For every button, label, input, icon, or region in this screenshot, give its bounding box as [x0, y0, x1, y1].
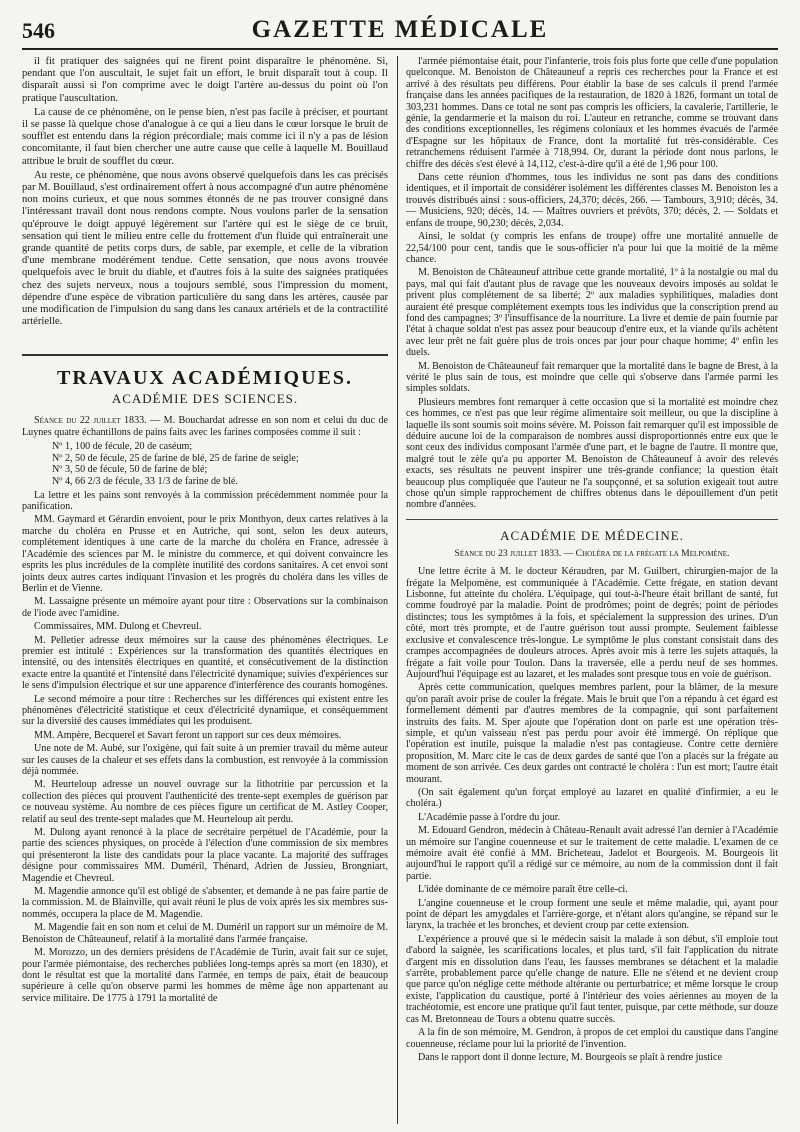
paragraph: A la fin de son mémoire, M. Gendron, à propos de cet emploi du caustique dans l'angine couenneuse, réclame pour lui la priorité de l'invention. [406, 1027, 778, 1050]
paragraph: Commissaires, MM. Dulong et Chevreul. [34, 621, 202, 633]
paragraph: Plusieurs membres font remarquer à cette occasion que si la mortalité est moindre chez ces hommes, ce n'est pas que leur régime alimentaire soit meilleur, ou que la discipline à laquelle ils sont soumis soit moins sévère. M. Poisson fait remarquer qu'il est impossible de déduire aucune loi de la comparaison de nombres aussi disproportionnés entre eux que le sont ceux des individus composant l'armée d'une part, et le bagne de l'autre. Il montre que, malgré tout le zèle qu'a pu apporter M. Benoiston de Châteauneuf à avoir des relevés exacts, ses résultats ne peuvent inspirer une très-grande confiance; la question était beaucoup plus compliquée que l'auteur ne l'a soupçonné, et sa solution exigeait tout autre chose qu'un simple rapprochement de chiffres obtenus dans le dépouillement d'un petit nombre d'années. [406, 396, 778, 511]
session-heading: Séance du 23 juillet 1833. — Choléra de la frégate la Melpomène. [454, 548, 730, 560]
sample-item: Nº 4, 66 2/3 de fécule, 33 1/3 de farine de blé. [52, 476, 238, 488]
paragraph: Ainsi, le soldat (y compris les enfans de troupe) offre une mortalité annuelle de 22,54/100 pour cent, tandis que le sous-officier n'a pour lui que la moitié de la même chance. [406, 231, 778, 265]
sample-item: Nº 2, 50 de fécule, 25 de farine de blé, 25 de farine de seigle; [52, 452, 299, 464]
paragraph: MM. Gaymard et Gérardin envoient, pour le prix Monthyon, deux cartes relatives à la marche du choléra en Prusse et en Autriche, qui sont, selon les deux auteurs, complétement identiques à une carte de la marche du choléra en France, adressée à l'Académie des sciences par M. le ministre du commerce, et qui doivent convaincre les esprits les plus incrédules de la complète inutilité des cordons sanitaires. A cet envoi sont joints deux autres cartes indiquant l'invasion et les progrès du choléra dans les villes de Berlin et de Vienne. [22, 514, 388, 594]
samples-list [52, 441, 388, 487]
academie-medecine-text [406, 566, 778, 1063]
paragraph: l'armée piémontaise était, pour l'infanterie, trois fois plus forte que celle d'une population quelconque. M. Benoiston de Châteauneuf a repris ces recherches pour la France et est arrivé à des résultats peu différens. Pour établir la base de ses calculs il prend l'armée française dans les années pacifiques de la restauration, de 1820 à 1826, formant un total de 303,231 hommes. Dans ce total ne sont pas compris les officiers, la cavalerie, l'artillerie, le génie, la gendarmerie et la maison du roi. L'auteur en retranche, comme se trouvant dans des conditions exceptionnelles, les régimens coloniaux et les hommes évacués de l'armée d'Espagne sur les hôpitaux de France, dont la mortalité fut très-considérable. Ces retranchemens réduisent l'armée à 718,994. Or, durant la période dont nous parlons, le chiffre des décès s'est élevé à 14,112, c'est-à-dire qu'il a été de 1,96 pour 100. [406, 56, 778, 170]
paragraph: Dans cette réunion d'hommes, tous les individus ne sont pas dans des conditions identiques, et il importait de considérer isolément les différentes classes M. Benoiston les a trouvés distribués ainsi : sous-officiers, 24,370; décès, 266. — Tambours, 3,910; décès, 34. — Musiciens, 920; décès, 14. — Maîtres ouvriers et prévôts, 370; décès, 2. — Soldats et enfans de troupe, 90,230; décès, 2,034. [406, 172, 778, 229]
paragraph: M. Benoiston de Châteauneuf attribue cette grande mortalité, 1º à la nostalgie ou mal du pays, mal qui fait d'autant plus de ravage que les nouveaux devoirs imposés au soldat le privent plus complétement de sa liberté; 2º aux maladies syphilitiques, maladies dont auraient été presque complétement exempts tous les individus que la conscription prend au fond des campagnes; 3º l'insuffisance de la nourriture. La livre et demie de pain fournie par l'état à chaque soldat n'est pas assez pour beaucoup d'entre eux, et la viande qu'ils achètent avec leur prêt ne fait guère plus de trois onces par jour pour chaque homme; 4º enfin les duels. [406, 267, 778, 359]
left-column [22, 56, 388, 1124]
paragraph: La cause de ce phénomène, on le pense bien, n'est pas facile à préciser, et pourtant il se passe là quelque chose d'analogue à ce qui a lieu dans le cœur lorsque le bruit de soufflet est entendu dans la région précordiale; mais comme ici il n'y a pas de lésion concomitante, il faut bien chercher une autre cause que celle à laquelle M. Bouillaud attribue le bruit de soufflet du cœur. [22, 106, 388, 167]
session-head: Séance du 22 juillet 1833. [34, 414, 147, 426]
paragraph: M. Pelletier adresse deux mémoires sur la cause des phénomènes électriques. Le premier est intitulé : Expériences sur la transformation des quantités électriques en intensité, ou des intensités électriques en quantité, et consécutivement de la distinction exacte entre la quantité et l'intensité dans l'électricité dynamique; suivies d'expériences sur le sens d'impulsion électrique et sur une apparence d'interférence des courants homogènes. [22, 634, 388, 692]
paragraph: MM. Ampère, Becquerel et Savart feront un rapport sur ces deux mémoires. [34, 729, 342, 741]
paragraph: M. Morozzo, un des derniers présidens de l'Académie de Turin, avait fait sur ce sujet, pour l'armée piémontaise, des recherches publiées long-temps après sa mort (en 1830), et dont le résultat est que la mortalité dans l'armée, en temps de paix, était de beaucoup supérieure à celle qu'on observe parmi les hommes de même âge non appartenant au service militaire. De 1775 à 1791 la mortalité de [22, 947, 388, 1004]
paragraph: Une note de M. Aubé, sur l'oxigène, qui fait suite à un premier travail du même auteur sur les causes de la chaleur et ses effets dans la combustion, est renvoyée à la commission déjà nommée. [22, 743, 388, 777]
journal-title: GAZETTE MÉDICALE [251, 16, 549, 43]
paragraph: Une lettre écrite à M. le docteur Kéraudren, par M. Guilbert, chirurgien-major de la frégate la Melpomène, est communiquée à l'Académie. Cette frégate, en station devant Lisbonne, fut atteinte du choléra. L'équipage, qui tout-à-l'heure était brillant de santé, fut comme foudroyé par la maladie. Point de prodrômes; point de degrés; point de périodes distinctes; tous les symptômes à la fois, et spécialement la suppression des urines. D'un côté, mort très prompte, et de l'autre guérison tout aussi prompte. Seulement faiblesse exclusive et convalescence très-longue. Le symptôme le plus constant consistait dans des crampes accompagnées de douleurs atroces. Après avoir mis à terre les sujets attaqués, la frégate a fait voile pour Toulon. Dans la traversée, elle a perdu neuf de ses hommes. Aujourd'hui l'équipage est au lazaret, et les malades sont presque tous en voie de guérison. [406, 566, 778, 680]
paragraph: M. Edouard Gendron, médecin à Château-Renault avait adressé l'an dernier à l'Académie un mémoire sur l'angine couenneuse et sur le traitement de cette maladie. L'examen de ce mémoire avait été confié à MM. Bricheteau, Jadelot et Bourgeois. M. Bourgeois lit aujourd'hui le rapport qu'il a rédigé sur ce mémoire, au nom de la commission dont il fait partie. [406, 825, 778, 882]
paragraph: Dans le rapport dont il donne lecture, M. Bourgeois se plaît à rendre justice [418, 1051, 722, 1063]
paragraph: M. Dulong ayant renoncé à la place de secrétaire perpétuel de l'Académie, pour la partie des sciences physiques, on procède à l'élection d'une commission de six membres qui présenteront la liste des candidats pour la place vacante. La majorité des suffrages désigne pour commissaires MM. Duméril, Thénard, Adrien de Jussieu, Brongniart, Magendie et Chevreul. [22, 827, 388, 884]
session-paragraph [22, 415, 388, 439]
sample-item: Nº 1, 100 de fécule, 20 de caséum; [52, 441, 193, 453]
paragraph: L'expérience a prouvé que si le médecin saisit la malade à son début, s'il emploie tout d'abord la saignée, les scarifications locales, et plus tard, s'il fait l'application du nitrate d'argent mis en dissolution dans l'eau, les fausses membranes se détachent et la maladie s'arrête, probablement parce qu'elle change de nature. Elle ne s'étend et ne devient croup que parce qu'on néglige cette méthode altérante ou perturbatrice; et même lorsque le croup existe, l'application du caustique, porté à l'intérieur des voies aériennes au moyen de la trachéotomie, est encore une pratique qu'il faut tenter, puisque, par cette méthode, sur douze cas M. Bretonneau de Tours a obtenu quatre succès. [406, 933, 778, 1025]
masthead [22, 14, 778, 50]
paragraph: M. Benoiston de Châteauneuf fait remarquer que la mortalité dans le bagne de Brest, à la vérité le plus sain de tous, est moindre que celle qui s'observe dans l'armée parmi les simples soldats. [406, 360, 778, 395]
paragraph: M. Magendie annonce qu'il est obligé de s'absenter, et demande à ne pas faire partie de la commission. M. de Blainville, qui avait réuni le plus de voix après les six membres sus-nommés, occupera la place de M. Magendie. [22, 886, 388, 920]
paragraph: L'idée dominante de ce mémoire paraît être celle-ci. [418, 884, 628, 896]
paragraph: (On sait également qu'un forçat employé au lazaret en qualité d'infirmier, a eu le choléra.) [406, 786, 778, 810]
paragraph: L'angine couenneuse et le croup forment une seule et même maladie, qui, ayant pour point de départ les amygdales et l'arrière-gorge, et n'étant alors qu'angine, se répand sur le larynx, la trachée et les bronches, et devient croup par cette extension. [406, 897, 778, 932]
paragraph: L'Académie passe à l'ordre du jour. [418, 811, 561, 823]
paragraph: il fit pratiquer des saignées qui ne firent point disparaître le phénomène. Si, pendant que l'on auscultait, le sujet fait un effort, le bruit disparaît tout à coup. Il disparaît aussi si l'on comprime avec le doigt l'artère au-dessus du point où l'on pratique l'auscultation. [22, 56, 388, 104]
sample-item: Nº 3, 50 de fécule, 50 de farine de blé; [52, 464, 208, 476]
paragraph: La lettre et les pains sont renvoyés à la commission précédemment nommée pour la panification. [22, 489, 388, 513]
mortality-report-text [406, 56, 778, 511]
paragraph: Le second mémoire a pour titre : Recherches sur les différences qui existent entre les phénomènes d'électricité statistique et ceux d'électricité dynamique, et conséquemment sur la diversité des causes immédiates qui les produisent. [22, 693, 388, 728]
paragraph: M. Heurteloup adresse un nouvel ouvrage sur la lithotritie par percussion et la collection des pièces qui prouvent l'authenticité des trente-sept exemples de guérison par ce nouveau système. Au nombre de ces pièces figure un certificat de M. Astley Cooper, relatif au seul des trente-sept malades que M. Heurteloup ait perdu. [22, 779, 388, 825]
section-rule [406, 519, 778, 520]
intro-text [22, 56, 388, 328]
paragraph: Au reste, ce phénomène, que nous avons observé quelquefois dans les cas précisés par M. Bouillaud, s'est ordinairement offert à nous accompagné d'un autre phénomène non moins curieux, et que nous sommes étonnés de ne pas trouver consigné dans l'intéressant travail dont nous rendons compte. Nous voulons parler de la sensation qu'éprouve le doigt appuyé légèrement sur l'artère qui est le siège de ce bruit, sensation qui tient le milieu entre celle du frottement d'un fluide qui entraînerait une grande quantité de petits corps durs, de sable, par exemple, et celle de la vibration d'une membrane modérément tendue. Cette sensation, que nous avons trouvée quelquefois avec le bruit du diable, et d'autres fois à la suite des saignées pratiquées chez des sujets nerveux, nous a toujours semblé, sous l'impression du moment, dépendre d'une espèce de vibration particulière du sang dans les artères, causée par une modification de l'impulsion du sang dans les canaux artériels et de la contractilité artérielle. [22, 169, 388, 328]
section-title: TRAVAUX ACADÉMIQUES. [22, 354, 388, 384]
column-divider [397, 56, 398, 1124]
article-columns [22, 56, 778, 1124]
paragraph: Après cette communication, quelques membres parlent, pour la blâmer, de la mesure qu'on paraît avoir prise de couler la frégate. Mais le bruit que l'on a répandu à cet égard est formellement démenti par d'autres membres de la compagnie, qui sont parfaitement instruits des faits. M. Sper ajoute que l'opération dont on parle est une opération très-simple, et qu'un vaisseau n'est pas perdu pour avoir été immergé. On réplique que l'opération est inutile, puisque la maladie n'est pas contagieuse. Contre cette dernière proposition, M. Marc cite le cas de deux gardes de santé que l'on a placés sur la frégate au moment de son arrivée. Ces deux gardes ont contracté le choléra : l'un est mort; l'autre était mourant. [406, 682, 778, 785]
session-text: — M. Bouchardat adresse en son nom et celui du duc de Luynes quatre échantillons de pains faits avec les farines composées comme il suit : [22, 414, 388, 439]
academie-medecine-title: ACADÉMIE DE MÉDECINE. [500, 527, 684, 543]
subsection-title: ACADÉMIE DES SCIENCES. [111, 390, 299, 406]
page-number: 546 [22, 18, 55, 43]
right-column [406, 56, 778, 1124]
paragraph: M. Magendie fait en son nom et celui de M. Duméril un rapport sur un mémoire de M. Benoiston de Châteauneuf, relatif à la mortalité dans l'armée française. [22, 922, 388, 945]
academie-sciences-text [22, 490, 388, 1004]
paragraph: M. Lassaigne présente un mémoire ayant pour titre : Observations sur la combinaison de l'iode avec l'amidine. [22, 596, 388, 619]
